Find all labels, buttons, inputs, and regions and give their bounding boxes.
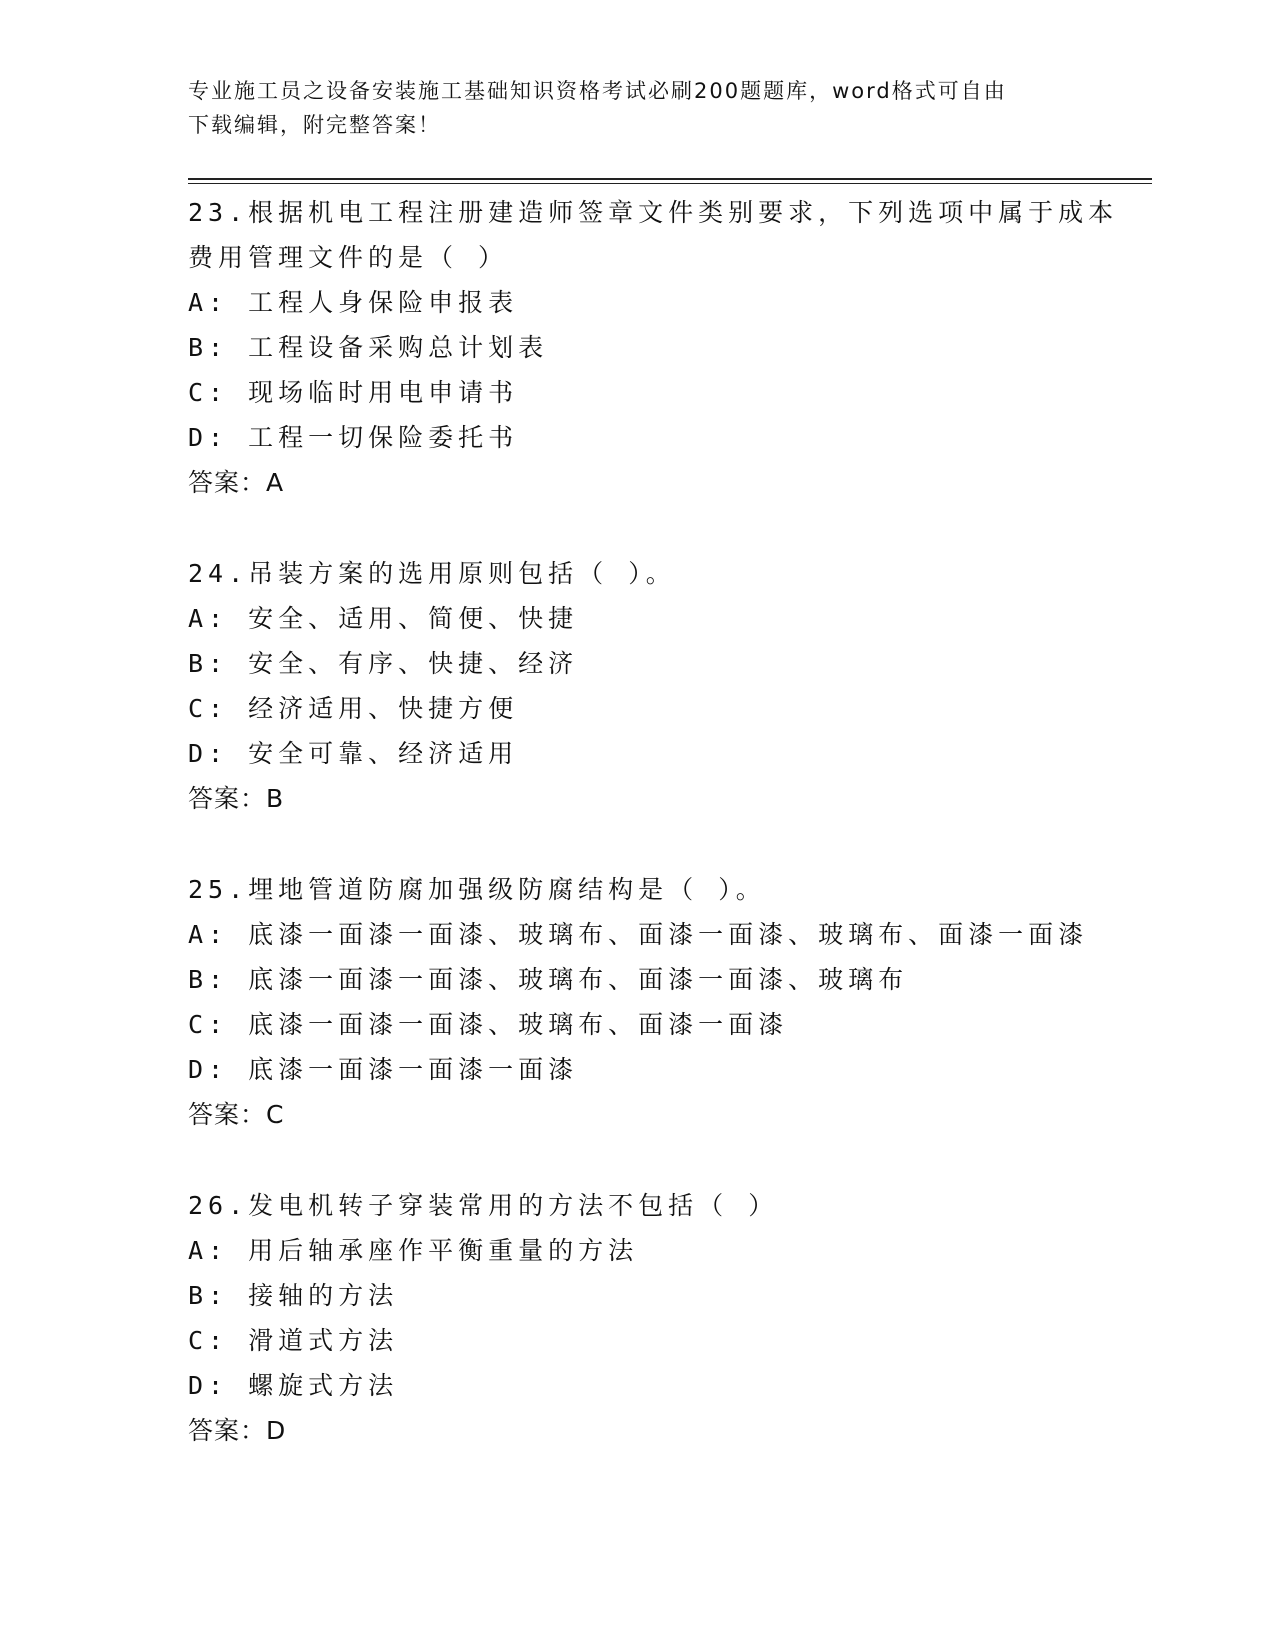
option-d: D: 螺旋式方法	[188, 1371, 399, 1400]
document-header	[188, 74, 1088, 142]
option-d: D: 底漆一面漆一面漆一面漆	[188, 1055, 579, 1084]
header-line-1: 专业施工员之设备安装施工基础知识资格考试必刷200题题库，word格式可自由	[188, 79, 1007, 103]
question-stem: 23.根据机电工程注册建造师签章文件类别要求，下列选项中属于成本	[188, 198, 1119, 227]
answer-line: 答案：D	[188, 1416, 287, 1445]
answer-line: 答案：A	[188, 468, 285, 497]
question-24	[188, 551, 1148, 821]
option-c: C: 底漆一面漆一面漆、玻璃布、面漆一面漆	[188, 1010, 789, 1039]
option-c: C: 经济适用、快捷方便	[188, 694, 519, 723]
question-26	[188, 1183, 1148, 1453]
answer-line: 答案：B	[188, 784, 285, 813]
option-a: A: 底漆一面漆一面漆、玻璃布、面漆一面漆、玻璃布、面漆一面漆	[188, 920, 1089, 949]
question-23	[188, 190, 1148, 505]
option-b: B: 底漆一面漆一面漆、玻璃布、面漆一面漆、玻璃布	[188, 965, 909, 994]
question-stem-continued: 费用管理文件的是（ ）	[188, 243, 509, 272]
question-stem: 24.吊装方案的选用原则包括（ ）。	[188, 559, 676, 588]
answer-line: 答案：C	[188, 1100, 285, 1129]
option-a: A: 安全、适用、简便、快捷	[188, 604, 579, 633]
header-divider-thin	[188, 183, 1152, 184]
question-stem: 25.埋地管道防腐加强级防腐结构是（ ）。	[188, 875, 766, 904]
header-divider-thick	[188, 178, 1152, 180]
option-d: D: 工程一切保险委托书	[188, 423, 519, 452]
question-stem: 26.发电机转子穿装常用的方法不包括（ ）	[188, 1191, 779, 1220]
question-list	[188, 190, 1148, 1499]
option-b: B: 接轴的方法	[188, 1281, 399, 1310]
header-line-2: 下载编辑，附完整答案！	[188, 113, 441, 137]
option-c: C: 滑道式方法	[188, 1326, 399, 1355]
option-c: C: 现场临时用电申请书	[188, 378, 519, 407]
option-a: A: 用后轴承座作平衡重量的方法	[188, 1236, 639, 1265]
option-d: D: 安全可靠、经济适用	[188, 739, 519, 768]
option-b: B: 工程设备采购总计划表	[188, 333, 549, 362]
question-25	[188, 867, 1148, 1137]
option-a: A: 工程人身保险申报表	[188, 288, 519, 317]
option-b: B: 安全、有序、快捷、经济	[188, 649, 579, 678]
